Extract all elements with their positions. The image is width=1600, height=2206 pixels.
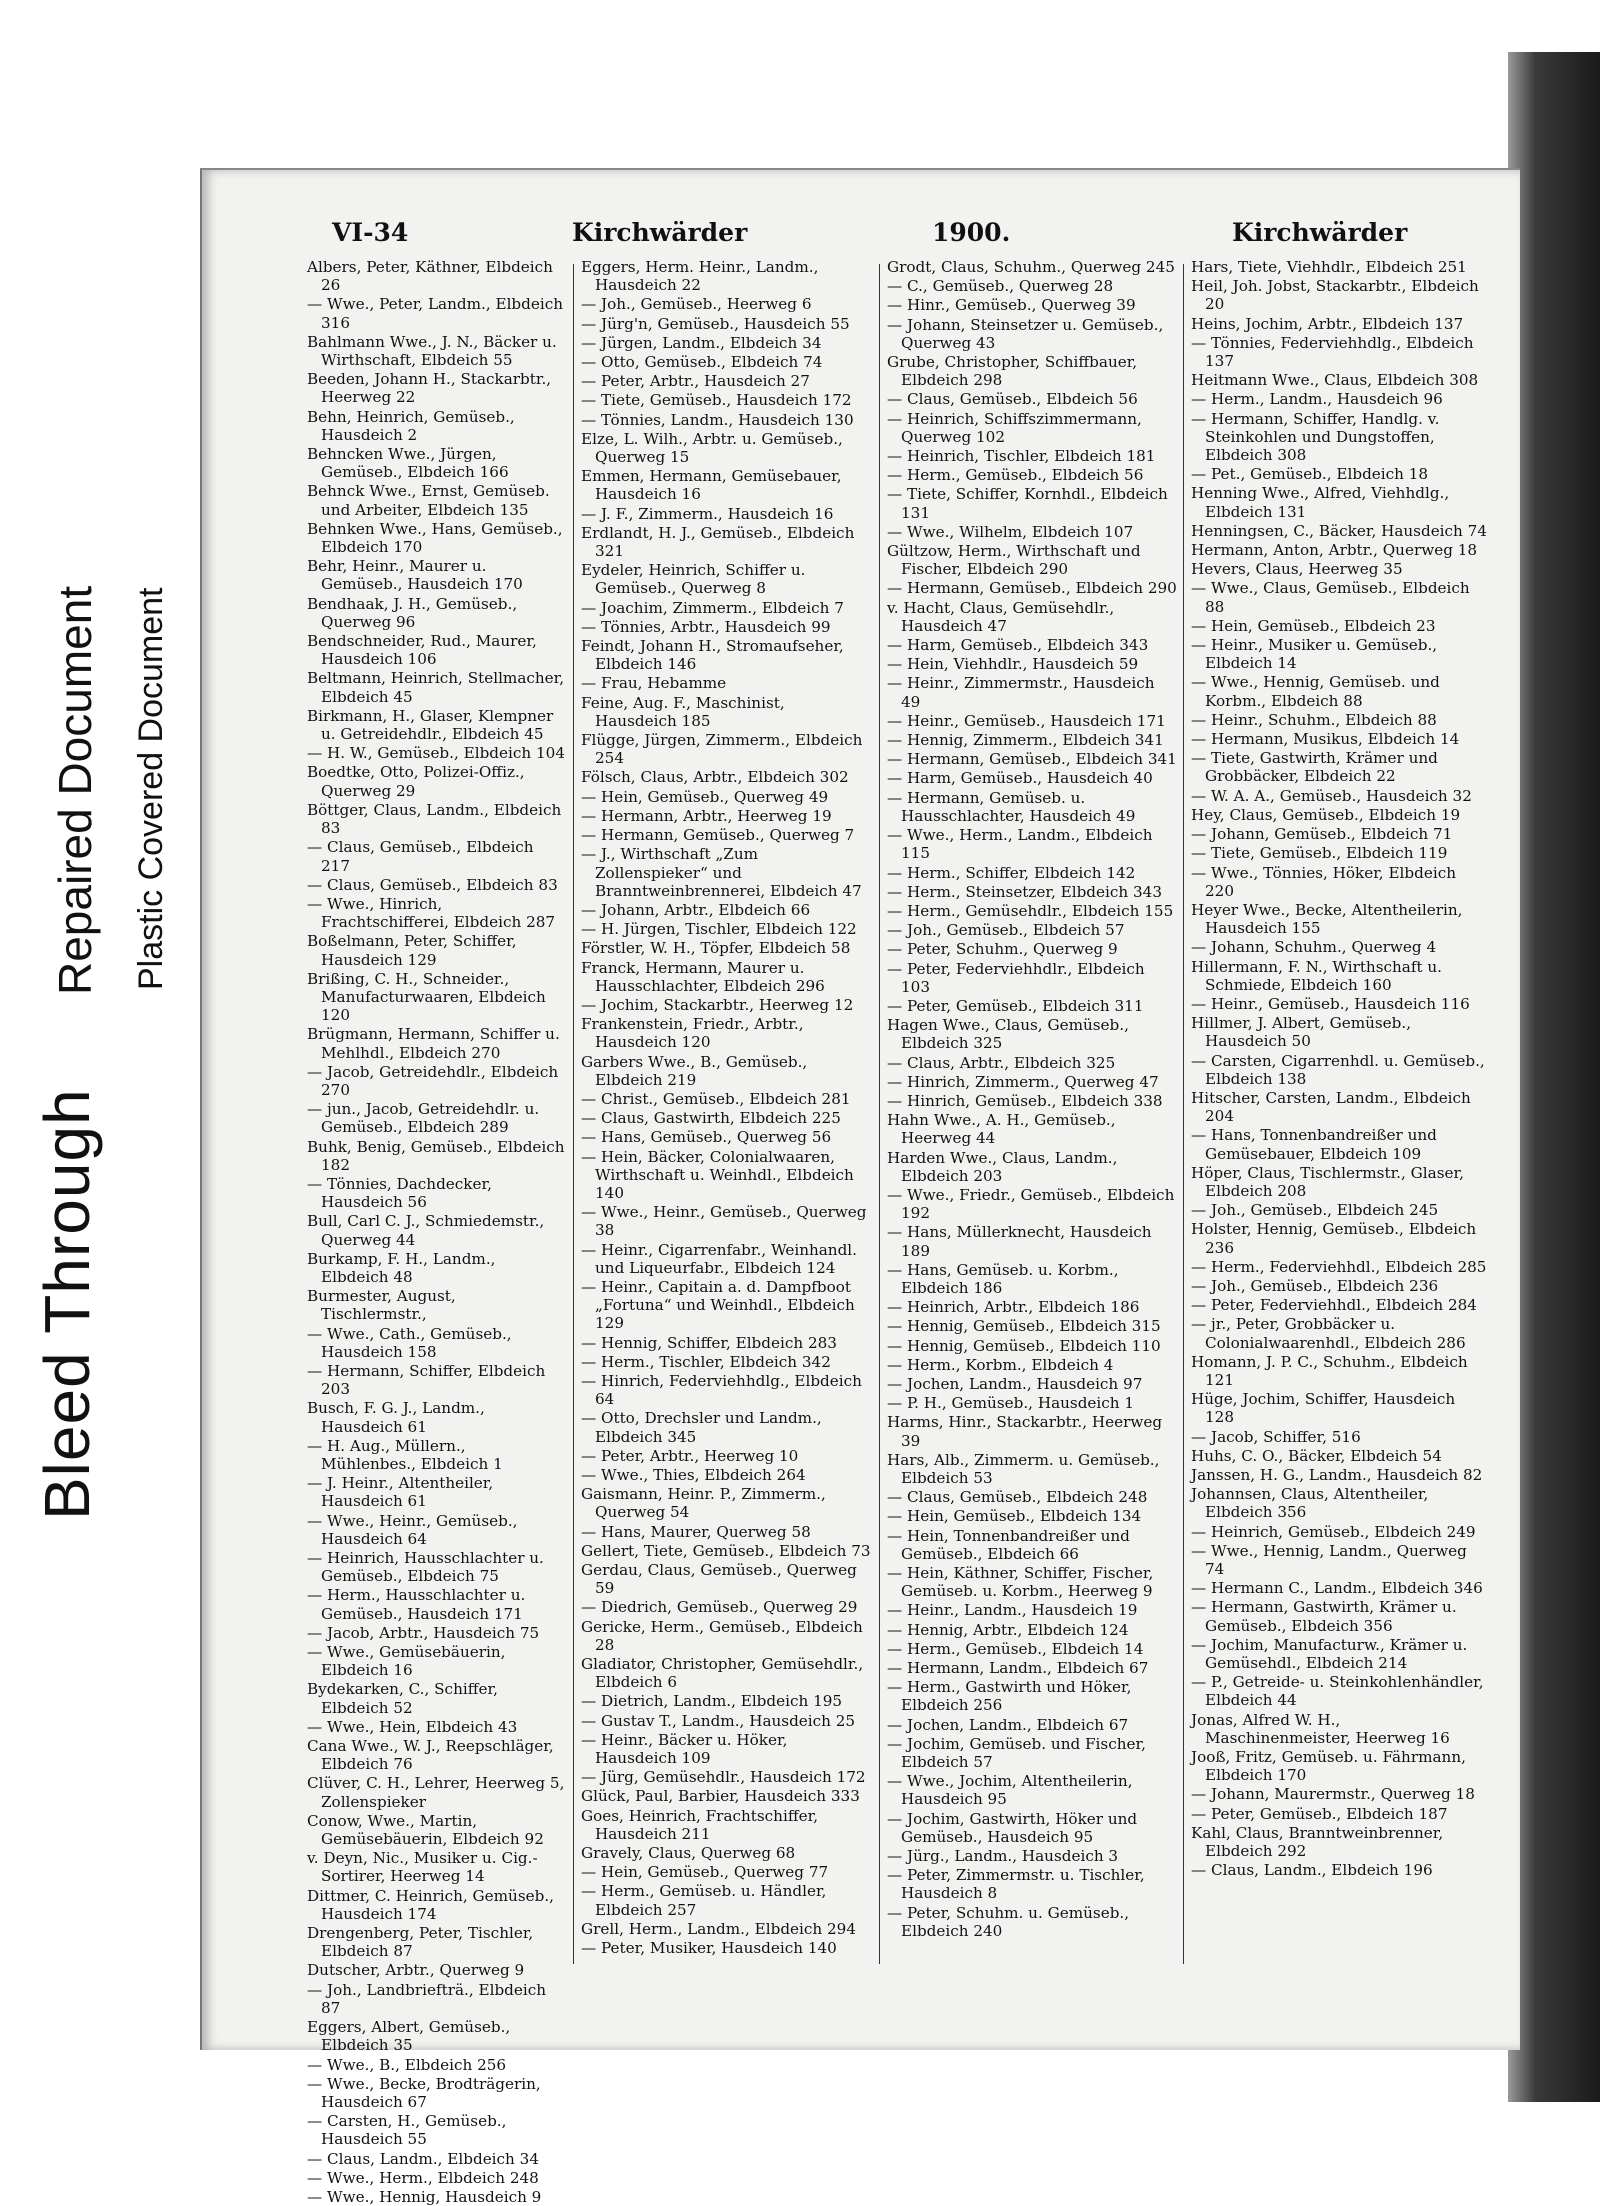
- directory-entry: — Joh., Gemüseb., Heerweg 6: [581, 295, 812, 314]
- directory-entry: Gaismann, Heinr. P., Zimmerm., Querweg 54: [581, 1485, 826, 1522]
- directory-entry: — Dietrich, Landm., Elbdeich 195: [581, 1692, 843, 1711]
- directory-entry: Garbers Wwe., B., Gemüseb., Elbdeich 219: [581, 1052, 808, 1089]
- directory-entry: Dittmer, C. Heinrich, Gemüseb., Hausdeich 174: [307, 1886, 555, 1923]
- directory-entry: — Harm, Gemüseb., Hausdeich 40: [887, 769, 1153, 788]
- directory-entry: — Hein, Gemüseb., Elbdeich 134: [887, 1507, 1142, 1526]
- directory-entry: Feindt, Johann H., Stromaufseher, Elbdeich 146: [581, 637, 844, 674]
- directory-entry: — Johann, Schuhm., Querweg 4: [1191, 938, 1437, 957]
- directory-entry: — jr., Peter, Grobbäcker u. Colonialwaarenhdl., Elbdeich 286: [1191, 1315, 1466, 1352]
- directory-entry: — Wwe., Tönnies, Höker, Elbdeich 220: [1191, 863, 1456, 900]
- repaired-document-label: Repaired Document: [49, 585, 101, 995]
- directory-entry: — Hein, Tonnenbandreißer und Gemüseb., Elbdeich 66: [887, 1526, 1130, 1563]
- directory-entry: — Wwe., Herm., Landm., Elbdeich 115: [887, 826, 1153, 863]
- directory-entry: — Tiete, Schiffer, Kornhdl., Elbdeich 131: [887, 485, 1168, 522]
- directory-entry: Grell, Herm., Landm., Elbdeich 294: [581, 1919, 856, 1938]
- directory-entry: — Wwe., Hein, Elbdeich 43: [307, 1717, 518, 1736]
- directory-entry: — Hermann, Gemüseb., Elbdeich 341: [887, 750, 1177, 769]
- directory-entry: Drengenberg, Peter, Tischler, Elbdeich 87: [307, 1924, 534, 1961]
- directory-entry: Behncken Wwe., Jürgen, Gemüseb., Elbdeich 166: [307, 445, 509, 482]
- directory-entry: Burmester, August, Tischlermstr.,: [307, 1287, 456, 1324]
- directory-entry: — Heinrich, Gemüseb., Elbdeich 249: [1191, 1522, 1476, 1541]
- directory-entry: — jun., Jacob, Getreidehdlr. u. Gemüseb., Elbdeich 289: [307, 1100, 540, 1137]
- directory-entry: — Heinr., Capitain a. d. Dampfboot „Fortuna“ und Weinhdl., Elbdeich 129: [581, 1277, 855, 1333]
- directory-entry: Glück, Paul, Barbier, Hausdeich 333: [581, 1787, 860, 1806]
- directory-column-1: [307, 258, 565, 2206]
- directory-entry: Bendschneider, Rud., Maurer, Hausdeich 106: [307, 632, 537, 669]
- directory-entry: — Wwe., Hinrich, Frachtschifferei, Elbdeich 287: [307, 894, 556, 932]
- directory-entry: Grodt, Claus, Schuhm., Querweg 245: [887, 258, 1175, 276]
- directory-entry: Conow, Wwe., Martin, Gemüsebäuerin, Elbdeich 92: [307, 1811, 544, 1849]
- directory-entry: — Hinr., Gemüseb., Querweg 39: [887, 296, 1136, 315]
- directory-entry: Behn, Heinrich, Gemüseb., Hausdeich 2: [307, 407, 515, 444]
- directory-entry: — Heinrich, Hausschlachter u. Gemüseb., Elbdeich 75: [307, 1549, 544, 1586]
- directory-entry: — Tönnies, Dachdecker, Hausdeich 56: [307, 1174, 492, 1212]
- directory-entry: — Jochen, Landm., Elbdeich 67: [887, 1715, 1129, 1734]
- directory-entry: — Jürg, Gemüsehdlr., Hausdeich 172: [581, 1768, 866, 1787]
- directory-entry: Beeden, Johann H., Stackarbtr., Heerweg 22: [307, 370, 552, 407]
- directory-entry: — Jochim, Gastwirth, Höker und Gemüseb., Hausdeich 95: [887, 1809, 1138, 1846]
- directory-entry: — Hermann, Gemüseb., Elbdeich 290: [887, 579, 1177, 598]
- directory-entry: Cana Wwe., W. J., Reepschläger, Elbdeich 76: [307, 1737, 554, 1774]
- directory-entry: Grube, Christopher, Schiffbauer, Elbdeich 298: [887, 353, 1138, 390]
- directory-entry: — Heinr., Gemüseb., Hausdeich 116: [1191, 994, 1470, 1013]
- directory-entry: Harden Wwe., Claus, Landm., Elbdeich 203: [887, 1148, 1118, 1185]
- directory-entry: — Herm., Gemüseb., Elbdeich 56: [887, 466, 1144, 485]
- directory-entry: — Hinrich, Zimmerm., Querweg 47: [887, 1072, 1159, 1091]
- directory-entry: — J., Wirthschaft „Zum Zollenspieker“ und Branntweinbrennerei, Elbdeich 47: [581, 845, 862, 900]
- directory-entry: Dutscher, Arbtr., Querweg 9: [307, 1961, 525, 1980]
- directory-entry: — Wwe., Friedr., Gemüseb., Elbdeich 192: [887, 1185, 1175, 1223]
- directory-entry: Hevers, Claus, Heerweg 35: [1191, 560, 1403, 579]
- running-head-left: Kirchwärder: [572, 218, 748, 247]
- directory-entry: Hars, Alb., Zimmerm. u. Gemüseb., Elbdeich 53: [887, 1450, 1160, 1487]
- directory-entry: Buhk, Benig, Gemüseb., Elbdeich 182: [307, 1137, 565, 1174]
- directory-entry: — Hein, Gemüseb., Querweg 49: [581, 787, 829, 806]
- directory-entry: Höper, Claus, Tischlermstr., Glaser, Elbdeich 208: [1191, 1163, 1464, 1200]
- directory-entry: — H. Jürgen, Tischler, Elbdeich 122: [581, 920, 857, 939]
- directory-entry: Jonas, Alfred W. H., Maschinenmeister, Heerweg 16: [1191, 1710, 1450, 1747]
- directory-entry: — Jacob, Arbtr., Hausdeich 75: [307, 1623, 540, 1642]
- directory-entry: — Peter, Musiker, Hausdeich 140: [581, 1939, 837, 1958]
- directory-entry: Gravely, Claus, Querweg 68: [581, 1844, 796, 1863]
- directory-entry: Harms, Hinr., Stackarbtr., Heerweg 39: [887, 1413, 1163, 1450]
- column-divider: [1183, 264, 1184, 1964]
- directory-entry: — Hans, Tonnenbandreißer und Gemüsebauer, Elbdeich 109: [1191, 1126, 1437, 1163]
- directory-entry: — Heinrich, Schiffszimmermann, Querweg 102: [887, 409, 1142, 446]
- directory-entry: — Carsten, H., Gemüseb., Hausdeich 55: [307, 2112, 507, 2149]
- column-divider: [879, 264, 880, 1964]
- directory-entry: — Jürgen, Landm., Elbdeich 34: [581, 333, 822, 352]
- directory-entry: Hillermann, F. N., Wirthschaft u. Schmiede, Elbdeich 160: [1191, 957, 1443, 994]
- directory-entry: — Claus, Gastwirth, Elbdeich 225: [581, 1109, 841, 1128]
- directory-entry: — Herm., Hausschlachter u. Gemüseb., Hausdeich 171: [307, 1586, 526, 1623]
- directory-entry: — Hennig, Gemüseb., Elbdeich 110: [887, 1336, 1161, 1355]
- directory-entry: — Hermann, Gastwirth, Krämer u. Gemüseb., Elbdeich 356: [1191, 1598, 1457, 1635]
- directory-entry: Eydeler, Heinrich, Schiffer u. Gemüseb., Querweg 8: [581, 561, 806, 598]
- directory-entry: — Hennig, Zimmerm., Elbdeich 341: [887, 731, 1164, 750]
- directory-entry: — Herm., Landm., Hausdeich 96: [1191, 390, 1443, 409]
- directory-entry: — Peter, Arbtr., Heerweg 10: [581, 1446, 799, 1465]
- directory-entry: Fölsch, Claus, Arbtr., Elbdeich 302: [581, 768, 849, 787]
- directory-entry: Gladiator, Christopher, Gemüsehdlr., Elbdeich 6: [581, 1655, 864, 1692]
- directory-entry: — Wwe., Peter, Landm., Elbdeich 316: [307, 295, 564, 332]
- directory-entry: Förstler, W. H., Töpfer, Elbdeich 58: [581, 939, 851, 958]
- directory-entry: v. Deyn, Nic., Musiker u. Cig.-Sortirer, Heerweg 14: [307, 1849, 538, 1886]
- directory-entry: — Herm., Steinsetzer, Elbdeich 343: [887, 882, 1162, 901]
- directory-entry: — Hans, Maurer, Querweg 58: [581, 1522, 811, 1541]
- directory-entry: — Johann, Gemüseb., Elbdeich 71: [1191, 825, 1453, 844]
- directory-entry: Emmen, Hermann, Gemüsebauer, Hausdeich 16: [581, 467, 842, 504]
- directory-entry: — Jacob, Schiffer, 516: [1191, 1427, 1361, 1446]
- directory-entry: Behnken Wwe., Hans, Gemüseb., Elbdeich 170: [307, 519, 563, 557]
- running-head-right: Kirchwärder: [1232, 218, 1408, 247]
- directory-columns: [307, 258, 1507, 2206]
- directory-entry: — Wwe., Heinr., Gemüseb., Querweg 38: [581, 1203, 867, 1240]
- directory-entry: — Herm., Schiffer, Elbdeich 142: [887, 863, 1136, 882]
- directory-entry: Henningsen, C., Bäcker, Hausdeich 74: [1191, 521, 1487, 540]
- directory-entry: Johannsen, Claus, Altentheiler, Elbdeich 356: [1191, 1485, 1429, 1522]
- directory-entry: — Herm., Korbm., Elbdeich 4: [887, 1355, 1114, 1374]
- directory-entry: Gellert, Tiete, Gemüseb., Elbdeich 73: [581, 1541, 871, 1560]
- directory-entry: Brügmann, Hermann, Schiffer u. Mehlhdl., Elbdeich 270: [307, 1025, 560, 1062]
- directory-entry: Brißing, C. H., Schneider., Manufacturwaaren, Elbdeich 120: [307, 969, 546, 1025]
- directory-entry: — Wwe., Jochim, Altentheilerin, Hausdeich 95: [887, 1772, 1133, 1809]
- directory-entry: Frankenstein, Friedr., Arbtr., Hausdeich 120: [581, 1015, 804, 1052]
- directory-entry: — Heinrich, Tischler, Elbdeich 181: [887, 447, 1156, 466]
- directory-entry: — Claus, Landm., Elbdeich 196: [1191, 1861, 1433, 1880]
- directory-entry: — Hein, Bäcker, Colonialwaaren, Wirthschaft u. Weinhdl., Elbdeich 140: [581, 1147, 854, 1202]
- directory-entry: — Wwe., Claus, Gemüseb., Elbdeich 88: [1191, 579, 1470, 616]
- directory-entry: — Wwe., B., Elbdeich 256: [307, 2055, 507, 2074]
- directory-entry: — Heinr., Landm., Hausdeich 19: [887, 1601, 1138, 1620]
- directory-entry: — Pet., Gemüseb., Elbdeich 18: [1191, 465, 1429, 484]
- directory-entry: — Joh., Gemüseb., Elbdeich 245: [1191, 1201, 1439, 1220]
- directory-entry: — Jochim, Stackarbtr., Heerweg 12: [581, 995, 854, 1014]
- directory-entry: — Hermann, Schiffer, Handlg. v. Steinkohlen und Dungstoffen, Elbdeich 308: [1191, 409, 1440, 465]
- directory-entry: — Hennig, Arbtr., Elbdeich 124: [887, 1620, 1129, 1639]
- directory-entry: — Herm., Gastwirth und Höker, Elbdeich 256: [887, 1678, 1132, 1715]
- directory-entry: — Wwe., Hennig, Hausdeich 9: [307, 2187, 542, 2206]
- directory-entry: Kahl, Claus, Branntweinbrenner, Elbdeich 292: [1191, 1823, 1444, 1861]
- directory-entry: — Harm, Gemüseb., Elbdeich 343: [887, 636, 1149, 655]
- bleed-through-label: Bleed Through: [31, 1088, 103, 1520]
- directory-page: [200, 168, 1520, 2206]
- directory-entry: — Wwe., Gemüsebäuerin, Elbdeich 16: [307, 1643, 506, 1680]
- directory-entry: Burkamp, F. H., Landm., Elbdeich 48: [307, 1249, 496, 1286]
- directory-entry: — Gustav T., Landm., Hausdeich 25: [581, 1711, 856, 1730]
- directory-entry: — Herm., Federviehhdl., Elbdeich 285: [1191, 1257, 1487, 1276]
- directory-entry: — Joachim, Zimmerm., Elbdeich 7: [581, 598, 844, 617]
- directory-entry: — Hein, Gemüseb., Elbdeich 23: [1191, 616, 1436, 635]
- directory-entry: Elze, L. Wilh., Arbtr. u. Gemüseb., Querweg 15: [581, 429, 843, 467]
- directory-entry: — Heinr., Musiker u. Gemüseb., Elbdeich 14: [1191, 636, 1438, 673]
- scan-border-shadow: [1508, 52, 1600, 2102]
- directory-entry: — Wwe., Hennig, Landm., Querweg 74: [1191, 1541, 1467, 1579]
- directory-entry: Boßelmann, Peter, Schiffer, Hausdeich 129: [307, 932, 517, 969]
- directory-entry: Böttger, Claus, Landm., Elbdeich 83: [307, 800, 562, 838]
- directory-entry: — Hermann, Musikus, Elbdeich 14: [1191, 730, 1460, 749]
- directory-entry: — Peter, Zimmermstr. u. Tischler, Hausdeich 8: [887, 1866, 1145, 1903]
- directory-entry: v. Hacht, Claus, Gemüsehdlr., Hausdeich 47: [887, 598, 1115, 635]
- directory-entry: Bahlmann Wwe., J. N., Bäcker u. Wirthschaft, Elbdeich 55: [307, 332, 557, 370]
- directory-entry: — Herm., Gemüsehdlr., Elbdeich 155: [887, 901, 1174, 920]
- directory-entry: Goes, Heinrich, Frachtschiffer, Hausdeich 211: [581, 1806, 819, 1843]
- directory-entry: — Jürg'n, Gemüseb., Hausdeich 55: [581, 314, 850, 333]
- directory-entry: — Hermann, Gemüseb., Querweg 7: [581, 826, 855, 845]
- directory-entry: — Otto, Gemüseb., Elbdeich 74: [581, 353, 823, 372]
- directory-entry: Hahn Wwe., A. H., Gemüseb., Heerweg 44: [887, 1111, 1116, 1148]
- directory-entry: Eggers, Herm. Heinr., Landm., Hausdeich 22: [581, 258, 819, 295]
- directory-entry: — Joh., Landbriefträ., Elbdeich 87: [307, 1980, 547, 2017]
- directory-entry: Albers, Peter, Käthner, Elbdeich 26: [307, 258, 553, 295]
- directory-entry: Heyer Wwe., Becke, Altentheilerin, Hausdeich 155: [1191, 900, 1463, 938]
- directory-entry: — Hinrich, Federviehhdlg., Elbdeich 64: [581, 1371, 862, 1409]
- directory-entry: — Hennig, Schiffer, Elbdeich 283: [581, 1333, 837, 1352]
- directory-entry: — Jochen, Landm., Hausdeich 97: [887, 1374, 1143, 1393]
- directory-entry: — Hans, Müllerknecht, Hausdeich 189: [887, 1223, 1152, 1260]
- directory-entry: Franck, Hermann, Maurer u. Hausschlachter, Elbdeich 296: [581, 958, 825, 995]
- directory-entry: — Tönnies, Arbtr., Hausdeich 99: [581, 617, 831, 636]
- directory-entry: — Jacob, Getreidehdlr., Elbdeich 270: [307, 1062, 559, 1099]
- directory-entry: — Wwe., Cath., Gemüseb., Hausdeich 158: [307, 1324, 512, 1361]
- directory-entry: Henning Wwe., Alfred, Viehhdlg., Elbdeich 131: [1191, 484, 1450, 521]
- directory-entry: — J. Heinr., Altentheiler, Hausdeich 61: [307, 1474, 494, 1511]
- directory-entry: Heil, Joh. Jobst, Stackarbtr., Elbdeich 20: [1191, 277, 1479, 314]
- directory-entry: — Heinrich, Arbtr., Elbdeich 186: [887, 1298, 1140, 1317]
- directory-entry: — Christ., Gemüseb., Elbdeich 281: [581, 1089, 851, 1108]
- directory-entry: — Heinr., Zimmermstr., Hausdeich 49: [887, 674, 1155, 711]
- directory-entry: Hermann, Anton, Arbtr., Querweg 18: [1191, 541, 1478, 560]
- directory-entry: — Jochim, Manufacturw., Krämer u. Gemüsehdl., Elbdeich 214: [1191, 1635, 1468, 1673]
- directory-entry: — Jürg., Landm., Hausdeich 3: [887, 1847, 1119, 1866]
- directory-entry: — Heinr., Bäcker u. Höker, Hausdeich 109: [581, 1730, 788, 1768]
- directory-entry: — Claus, Landm., Elbdeich 34: [307, 2149, 539, 2168]
- directory-entry: — Peter, Gemüseb., Elbdeich 311: [887, 996, 1144, 1015]
- directory-entry: — Hans, Gemüseb., Querweg 56: [581, 1128, 832, 1147]
- directory-column-2: [581, 258, 871, 1978]
- directory-entry: — Frau, Hebamme: [581, 674, 727, 693]
- directory-entry: Hillmer, J. Albert, Gemüseb., Hausdeich 50: [1191, 1014, 1412, 1051]
- column-divider: [573, 264, 574, 1964]
- directory-entry: — Herm., Gemüseb., Elbdeich 14: [887, 1639, 1144, 1658]
- directory-entry: — Heinr., Gemüseb., Hausdeich 171: [887, 711, 1166, 730]
- directory-entry: Huhs, C. O., Bäcker, Elbdeich 54: [1191, 1446, 1442, 1465]
- plastic-covered-label: Plastic Covered Document: [132, 587, 170, 990]
- directory-entry: — Tiete, Gemüseb., Hausdeich 172: [581, 391, 852, 410]
- directory-entry: Flügge, Jürgen, Zimmerm., Elbdeich 254: [581, 731, 863, 768]
- directory-entry: — Claus, Gemüseb., Elbdeich 56: [887, 390, 1138, 409]
- directory-entry: Clüver, C. H., Lehrer, Heerweg 5, Zollenspieker: [307, 1774, 565, 1811]
- directory-entry: — Peter, Arbtr., Hausdeich 27: [581, 372, 810, 391]
- directory-entry: Gericke, Herm., Gemüseb., Elbdeich 28: [581, 1617, 863, 1654]
- directory-entry: — Wwe., Becke, Brodträgerin, Hausdeich 67: [307, 2074, 541, 2111]
- directory-entry: — Johann, Maurermstr., Querweg 18: [1191, 1785, 1475, 1804]
- directory-entry: — Hermann, Schiffer, Elbdeich 203: [307, 1361, 546, 1399]
- directory-entry: — Wwe., Wilhelm, Elbdeich 107: [887, 522, 1134, 541]
- directory-entry: — Joh., Gemüseb., Elbdeich 57: [887, 921, 1125, 940]
- directory-entry: Behnck Wwe., Ernst, Gemüseb. und Arbeiter, Elbdeich 135: [307, 482, 550, 519]
- directory-entry: — Peter, Federviehhdl., Elbdeich 284: [1191, 1296, 1477, 1315]
- directory-entry: Hitscher, Carsten, Landm., Elbdeich 204: [1191, 1088, 1471, 1126]
- directory-entry: — Claus, Gemüseb., Elbdeich 217: [307, 838, 534, 875]
- directory-entry: — Hein, Gemüseb., Querweg 77: [581, 1863, 829, 1882]
- directory-entry: — Johann, Steinsetzer u. Gemüseb., Querweg 43: [887, 315, 1164, 352]
- directory-entry: — H. W., Gemüseb., Elbdeich 104: [307, 744, 565, 763]
- directory-entry: — Heinr., Cigarrenfabr., Weinhandl. und Liqueurfabr., Elbdeich 124: [581, 1240, 857, 1277]
- directory-entry: Busch, F. G. J., Landm., Hausdeich 61: [307, 1399, 485, 1436]
- directory-entry: Boedtke, Otto, Polizei-Offiz., Querweg 29: [307, 763, 525, 800]
- directory-entry: — Hein, Käthner, Schiffer, Fischer, Gemüseb. u. Korbm., Heerweg 9: [887, 1564, 1154, 1601]
- directory-entry: Birkmann, H., Glaser, Klempner u. Getreidehdlr., Elbdeich 45: [307, 706, 554, 744]
- directory-entry: — Heinr., Schuhm., Elbdeich 88: [1191, 710, 1437, 729]
- directory-entry: — Johann, Arbtr., Elbdeich 66: [581, 900, 811, 919]
- directory-entry: — C., Gemüseb., Querweg 28: [887, 277, 1114, 296]
- directory-entry: Gültzow, Herm., Wirthschaft und Fischer, Elbdeich 290: [887, 542, 1141, 579]
- directory-entry: — Claus, Gemüseb., Elbdeich 83: [307, 875, 558, 894]
- directory-entry: — Hinrich, Gemüseb., Elbdeich 338: [887, 1091, 1163, 1110]
- directory-entry: Jooß, Fritz, Gemüseb. u. Fährmann, Elbdeich 170: [1191, 1748, 1466, 1785]
- directory-entry: — Peter, Federviehhdlr., Elbdeich 103: [887, 959, 1145, 996]
- directory-entry: — H. Aug., Müllern., Mühlenbes., Elbdeich 1: [307, 1436, 503, 1473]
- directory-entry: Bydekarken, C., Schiffer, Elbdeich 52: [307, 1680, 498, 1717]
- directory-entry: Gerdau, Claus, Gemüseb., Querweg 59: [581, 1561, 857, 1598]
- directory-entry: — Joh., Gemüseb., Elbdeich 236: [1191, 1276, 1439, 1295]
- directory-entry: Behr, Heinr., Maurer u. Gemüseb., Hausdeich 170: [307, 557, 523, 594]
- directory-entry: — W. A. A., Gemüseb., Hausdeich 32: [1191, 786, 1472, 805]
- directory-entry: Bendhaak, J. H., Gemüseb., Querweg 96: [307, 594, 518, 631]
- directory-entry: Janssen, H. G., Landm., Hausdeich 82: [1191, 1466, 1483, 1484]
- directory-entry: — J. F., Zimmerm., Hausdeich 16: [581, 504, 834, 523]
- directory-entry: — Tönnies, Federviehhdlg., Elbdeich 137: [1191, 333, 1474, 371]
- directory-entry: — Herm., Tischler, Elbdeich 342: [581, 1352, 831, 1371]
- directory-entry: — Wwe., Herm., Elbdeich 248: [307, 2168, 539, 2187]
- directory-entry: Hagen Wwe., Claus, Gemüseb., Elbdeich 325: [887, 1016, 1129, 1053]
- directory-entry: — Wwe., Thies, Elbdeich 264: [581, 1466, 806, 1484]
- directory-entry: — Claus, Arbtr., Elbdeich 325: [887, 1053, 1116, 1072]
- directory-entry: Feine, Aug. F., Maschinist, Hausdeich 185: [581, 693, 785, 730]
- directory-entry: Hars, Tiete, Viehhdlr., Elbdeich 251: [1191, 258, 1467, 276]
- directory-entry: — Hein, Viehhdlr., Hausdeich 59: [887, 655, 1139, 674]
- directory-entry: Hey, Claus, Gemüseb., Elbdeich 19: [1191, 805, 1461, 824]
- directory-entry: Holster, Hennig, Gemüseb., Elbdeich 236: [1191, 1220, 1477, 1257]
- directory-entry: — Tiete, Gemüseb., Elbdeich 119: [1191, 844, 1448, 863]
- directory-entry: — Tiete, Gastwirth, Krämer und Grobbäcker, Elbdeich 22: [1191, 749, 1438, 786]
- directory-entry: Bull, Carl C. J., Schmiedemstr., Querweg 44: [307, 1212, 545, 1249]
- directory-entry: Erdlandt, H. J., Gemüseb., Elbdeich 321: [581, 523, 855, 561]
- directory-column-3: [887, 258, 1177, 1978]
- directory-entry: — Hermann, Gemüseb. u. Hausschlachter, Hausdeich 49: [887, 788, 1136, 825]
- directory-entry: — Hermann C., Landm., Elbdeich 346: [1191, 1579, 1483, 1598]
- directory-entry: — Jochim, Gemüseb. und Fischer, Elbdeich 57: [887, 1734, 1146, 1772]
- directory-entry: Heins, Jochim, Arbtr., Elbdeich 137: [1191, 314, 1464, 333]
- directory-entry: — Carsten, Cigarrenhdl. u. Gemüseb., Elbdeich 138: [1191, 1051, 1485, 1088]
- directory-entry: — Wwe., Heinr., Gemüseb., Hausdeich 64: [307, 1511, 518, 1548]
- directory-entry: — Wwe., Hennig, Gemüseb. und Korbm., Elbdeich 88: [1191, 673, 1440, 710]
- directory-entry: — Hermann, Landm., Elbdeich 67: [887, 1659, 1149, 1678]
- directory-entry: — Diedrich, Gemüseb., Querweg 29: [581, 1598, 858, 1617]
- directory-entry: — Hennig, Gemüseb., Elbdeich 315: [887, 1317, 1161, 1336]
- directory-entry: — Peter, Schuhm. u. Gemüseb., Elbdeich 240: [887, 1903, 1130, 1940]
- directory-entry: Beltmann, Heinrich, Stellmacher, Elbdeich 45: [307, 669, 565, 706]
- directory-entry: — Otto, Drechsler und Landm., Elbdeich 345: [581, 1409, 822, 1446]
- directory-entry: — Hans, Gemüseb. u. Korbm., Elbdeich 186: [887, 1260, 1119, 1297]
- directory-entry: Heitmann Wwe., Claus, Elbdeich 308: [1191, 371, 1479, 390]
- directory-entry: Hüge, Jochim, Schiffer, Hausdeich 128: [1191, 1390, 1456, 1427]
- directory-entry: Eggers, Albert, Gemüseb., Elbdeich 35: [307, 2018, 511, 2055]
- page-year: 1900.: [932, 218, 1011, 247]
- directory-entry: — Hermann, Arbtr., Heerweg 19: [581, 806, 832, 825]
- directory-entry: — P. H., Gemüseb., Hausdeich 1: [887, 1394, 1135, 1413]
- page-header: [332, 218, 1490, 258]
- directory-entry: Homann, J. P. C., Schuhm., Elbdeich 121: [1191, 1352, 1468, 1389]
- directory-entry: — Peter, Gemüseb., Elbdeich 187: [1191, 1804, 1448, 1823]
- scan-annotation-labels: [30, 490, 200, 1590]
- directory-column-4: [1191, 258, 1487, 1978]
- directory-entry: — Tönnies, Landm., Hausdeich 130: [581, 410, 854, 429]
- directory-entry: — Peter, Schuhm., Querweg 9: [887, 940, 1118, 959]
- page-number: VI-34: [332, 218, 409, 247]
- directory-entry: — P., Getreide- u. Steinkohlenhändler, Elbdeich 44: [1191, 1673, 1484, 1710]
- directory-entry: — Claus, Gemüseb., Elbdeich 248: [887, 1488, 1148, 1507]
- directory-entry: — Herm., Gemüseb. u. Händler, Elbdeich 257: [581, 1882, 827, 1919]
